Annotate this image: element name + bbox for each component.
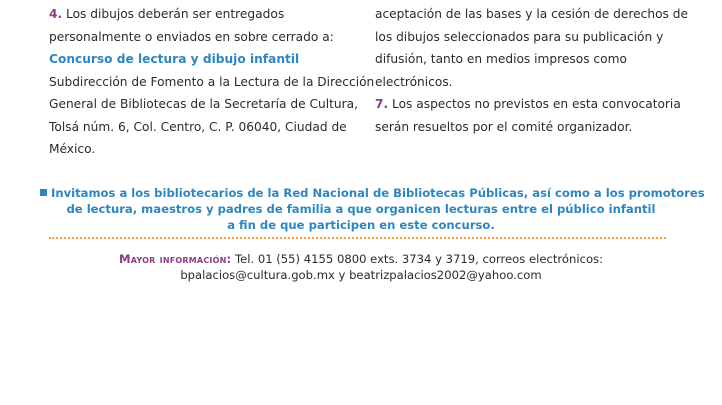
left-column [49, 3, 375, 161]
square-bullet-icon [40, 189, 47, 196]
contest-title: Concurso de lectura y dibujo infantil [49, 52, 300, 66]
item-6-line: electrónicos. [375, 74, 453, 89]
dotted-divider [49, 237, 666, 239]
contact-emails: bpalacios@cultura.gob.mx y beatrizpalacios2002@yahoo.com [180, 268, 542, 282]
item-7-number: 7. [375, 97, 389, 111]
item-4-line-2: personalmente o enviados en sobre cerrado a: [49, 29, 334, 44]
item-7-line-1 [375, 93, 681, 116]
right-column [375, 3, 688, 138]
invitation-paragraph [40, 185, 705, 233]
invitation-line: de lectura, maestros y padres de familia a que organicen lecturas entre el público infantil [66, 202, 656, 216]
invitation-line: a fin de que participen en este concurso. [227, 218, 495, 232]
item-4-number: 4. [49, 7, 63, 21]
contact-line-1 [40, 251, 682, 267]
invitation-text: Invitamos a los bibliotecarios de la Red Nacional de Bibliotecas Públicas, así como a los promotores [51, 186, 705, 200]
item-4-line-1 [49, 3, 349, 26]
contact-label: Mayor información: [119, 252, 232, 266]
item-7-text: Los aspectos no previstos en esta convocatoria [388, 97, 681, 111]
invitation-line [40, 185, 705, 201]
address-line: Tolsá núm. 6, Col. Centro, C. P. 06040, Ciudad de [49, 119, 347, 134]
item-6-line: los dibujos seleccionados para su publicación y [375, 29, 664, 44]
item-7-line-2: serán resueltos por el comité organizador. [375, 119, 633, 134]
contact-phone: Tel. 01 (55) 4155 0800 exts. 3734 y 3719, correos electrónicos: [231, 252, 603, 266]
contact-info [40, 251, 682, 283]
item-6-line: difusión, tanto en medios impresos como [375, 52, 627, 66]
address-line: México. [49, 142, 96, 156]
item-6-line: aceptación de las bases y la cesión de derechos de [375, 7, 688, 21]
address-line: General de Bibliotecas de la Secretaría de Cultura, [49, 97, 358, 111]
item-4-text: Los dibujos deberán ser entregados [62, 7, 285, 21]
address-line: Subdirección de Fomento a la Lectura de la Dirección [49, 74, 375, 89]
